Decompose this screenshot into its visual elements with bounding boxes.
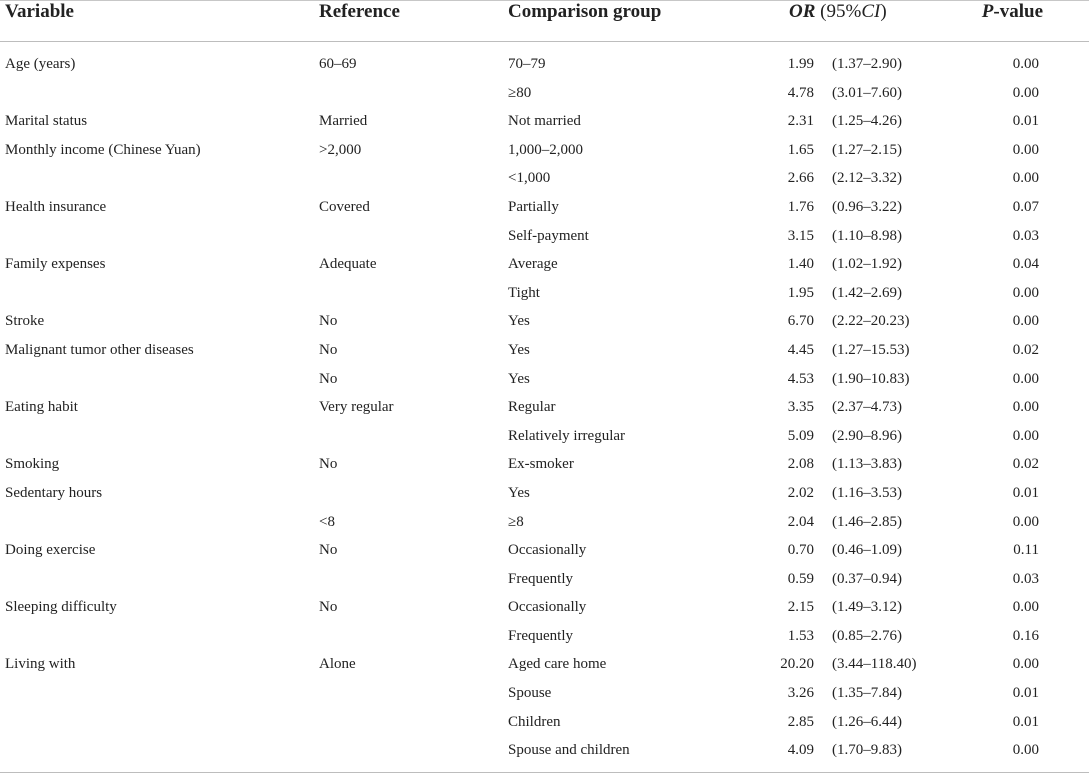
table-row <box>0 224 1089 253</box>
cell-comparison: Yes <box>508 341 530 358</box>
cell-comparison: Regular <box>508 399 556 416</box>
table-row <box>0 166 1089 195</box>
cell-p-value: 0.00 <box>1012 370 1039 387</box>
cell-odds-ratio: 3.35 <box>787 399 814 416</box>
cell-odds-ratio: 2.15 <box>787 599 814 616</box>
cell-comparison: ≥80 <box>508 84 532 101</box>
cell-confidence-interval: (1.42–2.69) <box>832 284 902 301</box>
header-variable: Variable <box>5 1 74 22</box>
cell-confidence-interval: (1.13–3.83) <box>832 456 902 473</box>
cell-p-value: 0.02 <box>1012 456 1039 473</box>
cell-p-value: 0.11 <box>1013 542 1039 559</box>
cell-p-value: 0.00 <box>1012 313 1039 330</box>
cell-comparison: Occasionally <box>508 599 587 616</box>
cell-comparison: Yes <box>508 484 530 501</box>
cell-comparison: Tight <box>508 284 540 301</box>
cell-reference: No <box>319 313 338 330</box>
cell-comparison: Self-payment <box>508 227 589 244</box>
cell-odds-ratio: 0.70 <box>787 542 814 559</box>
cell-comparison: Frequently <box>508 570 573 587</box>
cell-p-value: 0.16 <box>1012 627 1039 644</box>
cell-comparison: 1,000–2,000 <box>508 141 583 158</box>
table-row <box>0 424 1089 453</box>
header-p-rest: -value <box>993 1 1043 22</box>
cell-p-value: 0.00 <box>1012 141 1039 158</box>
cell-variable: Living with <box>5 656 76 673</box>
table-row <box>0 367 1089 396</box>
cell-odds-ratio: 2.04 <box>787 513 814 530</box>
cell-odds-ratio: 3.26 <box>787 685 814 702</box>
table-row <box>0 338 1089 367</box>
cell-odds-ratio: 5.09 <box>787 427 814 444</box>
cell-reference: No <box>319 370 338 387</box>
cell-p-value: 0.00 <box>1012 599 1039 616</box>
table-row <box>0 52 1089 81</box>
cell-p-value: 0.00 <box>1012 284 1039 301</box>
cell-reference: Very regular <box>319 399 394 416</box>
cell-variable: Eating habit <box>5 399 78 416</box>
header-odds-ratio <box>789 0 903 41</box>
header-comparison-group: Comparison group <box>508 1 662 22</box>
cell-variable: Marital status <box>5 113 88 130</box>
cell-confidence-interval: (1.27–2.15) <box>832 141 902 158</box>
header-p-value <box>963 0 1043 41</box>
table-row <box>0 281 1089 310</box>
cell-comparison: Average <box>508 256 558 273</box>
cell-confidence-interval: (1.37–2.90) <box>832 56 902 72</box>
table-row <box>0 681 1089 710</box>
table-row <box>0 195 1089 224</box>
cell-odds-ratio: 4.09 <box>787 742 814 759</box>
table-body <box>0 52 1089 767</box>
cell-confidence-interval: (1.90–10.83) <box>832 370 910 387</box>
cell-p-value: 0.00 <box>1012 656 1039 673</box>
cell-variable: Monthly income (Chinese Yuan) <box>5 141 201 158</box>
cell-odds-ratio: 4.53 <box>787 370 814 387</box>
cell-comparison: Children <box>508 713 561 730</box>
table-row <box>0 652 1089 681</box>
cell-variable: Sedentary hours <box>5 484 103 501</box>
cell-reference: Covered <box>319 198 370 215</box>
cell-reference: <8 <box>319 513 335 530</box>
cell-p-value: 0.00 <box>1012 399 1039 416</box>
cell-confidence-interval: (1.35–7.84) <box>832 685 902 702</box>
cell-comparison: Occasionally <box>508 542 587 559</box>
cell-odds-ratio: 2.02 <box>787 484 814 501</box>
table-bottom-rule <box>0 772 1089 773</box>
cell-p-value: 0.00 <box>1012 742 1039 759</box>
cell-p-value: 0.00 <box>1012 84 1039 101</box>
table-row <box>0 81 1089 110</box>
cell-confidence-interval: (0.46–1.09) <box>832 542 902 559</box>
cell-comparison: Spouse <box>508 685 552 702</box>
cell-odds-ratio: 2.66 <box>787 170 814 187</box>
cell-p-value: 0.00 <box>1012 56 1039 72</box>
cell-confidence-interval: (2.37–4.73) <box>832 399 902 416</box>
cell-variable: Family expenses <box>5 256 106 273</box>
cell-p-value: 0.07 <box>1012 198 1039 215</box>
cell-odds-ratio: 1.40 <box>787 256 814 273</box>
cell-reference: Alone <box>319 656 356 673</box>
cell-reference: Married <box>319 113 368 130</box>
cell-odds-ratio: 0.59 <box>787 570 814 587</box>
table-row <box>0 252 1089 281</box>
cell-odds-ratio: 2.31 <box>787 113 814 130</box>
header-ci-em: CI <box>861 1 881 22</box>
cell-reference: Adequate <box>319 256 377 273</box>
cell-odds-ratio: 2.08 <box>787 456 814 473</box>
cell-variable: Doing exercise <box>5 542 96 559</box>
cell-reference: No <box>319 599 338 616</box>
table-row <box>0 138 1089 167</box>
cell-confidence-interval: (0.37–0.94) <box>832 570 902 587</box>
table-row <box>0 738 1089 767</box>
cell-odds-ratio: 2.85 <box>787 713 814 730</box>
cell-confidence-interval: (0.85–2.76) <box>832 627 902 644</box>
cell-p-value: 0.04 <box>1012 256 1039 273</box>
cell-confidence-interval: (1.49–3.12) <box>832 599 902 616</box>
cell-p-value: 0.01 <box>1012 113 1039 130</box>
cell-reference: No <box>319 456 338 473</box>
cell-p-value: 0.03 <box>1012 227 1039 244</box>
cell-comparison: <1,000 <box>508 170 551 187</box>
cell-comparison: ≥8 <box>508 513 524 530</box>
cell-confidence-interval: (0.96–3.22) <box>832 198 902 215</box>
cell-reference: No <box>319 542 338 559</box>
header-p-em: P <box>981 1 994 22</box>
table-row <box>0 510 1089 539</box>
table-row <box>0 567 1089 596</box>
cell-p-value: 0.00 <box>1012 170 1039 187</box>
table-row <box>0 309 1089 338</box>
cell-reference: >2,000 <box>319 141 362 158</box>
cell-odds-ratio: 1.99 <box>787 56 814 72</box>
cell-comparison: Aged care home <box>508 656 607 673</box>
cell-p-value: 0.01 <box>1012 484 1039 501</box>
header-reference: Reference <box>319 1 400 22</box>
cell-variable: Stroke <box>5 313 45 330</box>
cell-odds-ratio: 1.65 <box>787 141 814 158</box>
cell-odds-ratio: 6.70 <box>787 313 814 330</box>
cell-confidence-interval: (1.02–1.92) <box>832 256 902 273</box>
cell-confidence-interval: (1.46–2.85) <box>832 513 902 530</box>
cell-confidence-interval: (2.22–20.23) <box>832 313 910 330</box>
header-ci-label <box>820 1 886 22</box>
cell-confidence-interval: (3.01–7.60) <box>832 84 902 101</box>
cell-confidence-interval: (1.25–4.26) <box>832 113 902 130</box>
cell-p-value: 0.00 <box>1012 427 1039 444</box>
table-row <box>0 595 1089 624</box>
cell-odds-ratio: 1.53 <box>787 627 814 644</box>
cell-comparison: Frequently <box>508 627 573 644</box>
cell-reference: 60–69 <box>319 56 357 72</box>
cell-variable: Age (years) <box>5 56 76 72</box>
cell-comparison: Yes <box>508 370 530 387</box>
cell-odds-ratio: 4.45 <box>787 341 814 358</box>
table-row <box>0 710 1089 739</box>
table-header-rule <box>0 41 1089 42</box>
cell-odds-ratio: 3.15 <box>787 227 814 244</box>
cell-comparison: 70–79 <box>508 56 546 72</box>
header-ci-open: (95% <box>820 1 862 22</box>
cell-confidence-interval: (2.90–8.96) <box>832 427 902 444</box>
cell-odds-ratio: 20.20 <box>780 656 814 673</box>
table-row <box>0 109 1089 138</box>
table-row <box>0 452 1089 481</box>
cell-comparison: Ex-smoker <box>508 456 574 473</box>
cell-comparison: Not married <box>508 113 581 130</box>
cell-variable: Smoking <box>5 456 60 473</box>
header-ci-close: ) <box>880 1 887 22</box>
cell-confidence-interval: (1.27–15.53) <box>832 341 910 358</box>
cell-reference: No <box>319 341 338 358</box>
cell-confidence-interval: (1.70–9.83) <box>832 742 902 759</box>
cell-p-value: 0.00 <box>1012 513 1039 530</box>
cell-variable: Sleeping difficulty <box>5 599 117 616</box>
table-row <box>0 538 1089 567</box>
cell-p-value: 0.01 <box>1012 713 1039 730</box>
cell-confidence-interval: (1.26–6.44) <box>832 713 902 730</box>
cell-p-value: 0.03 <box>1012 570 1039 587</box>
cell-comparison: Yes <box>508 313 530 330</box>
cell-comparison: Relatively irregular <box>508 427 626 444</box>
cell-comparison: Spouse and children <box>508 742 630 759</box>
cell-variable: Malignant tumor other diseases <box>5 341 194 358</box>
cell-odds-ratio: 1.95 <box>787 284 814 301</box>
cell-confidence-interval: (1.16–3.53) <box>832 484 902 501</box>
table-row <box>0 624 1089 653</box>
cell-p-value: 0.01 <box>1012 685 1039 702</box>
cell-confidence-interval: (1.10–8.98) <box>832 227 902 244</box>
cell-comparison: Partially <box>508 198 559 215</box>
cell-confidence-interval: (3.44–118.40) <box>832 656 917 673</box>
cell-variable: Health insurance <box>5 198 107 215</box>
cell-odds-ratio: 4.78 <box>787 84 814 101</box>
cell-confidence-interval: (2.12–3.32) <box>832 170 902 187</box>
header-or-label: OR <box>789 1 816 22</box>
cell-odds-ratio: 1.76 <box>787 198 814 215</box>
cell-p-value: 0.02 <box>1012 341 1039 358</box>
table-row <box>0 481 1089 510</box>
table-row <box>0 395 1089 424</box>
